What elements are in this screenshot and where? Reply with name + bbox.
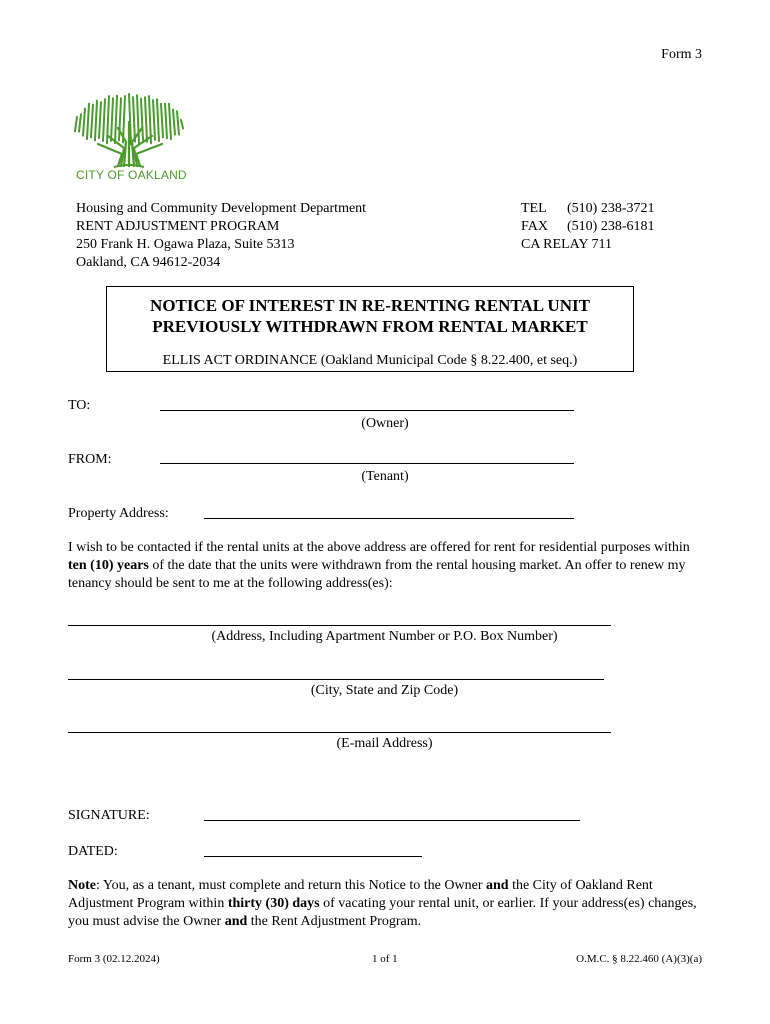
note-label: Note bbox=[68, 878, 96, 893]
signature-input-line[interactable] bbox=[204, 820, 580, 821]
signature-label: SIGNATURE: bbox=[68, 808, 150, 823]
property-address-label: Property Address: bbox=[68, 506, 169, 521]
email-input-line[interactable] bbox=[68, 732, 611, 733]
property-address-input-line[interactable] bbox=[204, 518, 574, 519]
logo-text: CITY OF OAKLAND bbox=[76, 168, 187, 182]
footer-code-reference: O.M.C. § 8.22.460 (A)(3)(a) bbox=[576, 953, 702, 965]
footer-form-date: Form 3 (02.12.2024) bbox=[68, 953, 160, 965]
department-name: Housing and Community Development Department bbox=[76, 201, 367, 216]
paragraph-text-2: of the date that the units were withdrawn from the rental housing market. An offer to renew my tenancy should be sent to me at the following address(es): bbox=[68, 558, 686, 591]
note-text-1: : You, as a tenant, must complete and return this Notice to the Owner bbox=[96, 878, 486, 893]
fax-label: FAX bbox=[521, 219, 548, 234]
owner-caption: (Owner) bbox=[361, 416, 409, 431]
relay-number: CA RELAY 711 bbox=[521, 237, 613, 252]
department-block bbox=[76, 200, 366, 272]
from-label: FROM: bbox=[68, 452, 112, 467]
address-caption: (Address, Including Apartment Number or P.O. Box Number) bbox=[211, 629, 558, 644]
dated-input-line[interactable] bbox=[204, 856, 422, 857]
tel-number: (510) 238-3721 bbox=[567, 201, 655, 216]
contact-block bbox=[521, 200, 655, 254]
note-bold-days: thirty (30) days bbox=[227, 896, 320, 911]
address-input-line[interactable] bbox=[68, 625, 611, 626]
form-number: Form 3 bbox=[661, 47, 702, 62]
note-text-3: of vacating your rental unit, or earlier. If your address(es) changes, you must advise the Owner bbox=[68, 896, 697, 929]
city-state-zip-caption: (City, State and Zip Code) bbox=[310, 683, 459, 698]
paragraph-bold-years: ten (10) years bbox=[68, 558, 149, 573]
city-of-oakland-logo bbox=[74, 92, 190, 184]
owner-input-line[interactable] bbox=[160, 410, 574, 411]
title-line-2: PREVIOUSLY WITHDRAWN FROM RENTAL MARKET bbox=[152, 317, 588, 336]
note-bold-and-2: and bbox=[224, 914, 248, 929]
dated-label: DATED: bbox=[68, 844, 118, 859]
tenant-caption: (Tenant) bbox=[361, 469, 409, 484]
to-label: TO: bbox=[68, 398, 91, 413]
city-state-zip-input-line[interactable] bbox=[68, 679, 604, 680]
city-address: Oakland, CA 94612-2034 bbox=[76, 255, 221, 270]
note-text-2: the City of Oakland Rent Adjustment Program within bbox=[68, 878, 653, 911]
contact-request-paragraph bbox=[68, 539, 708, 593]
program-name: RENT ADJUSTMENT PROGRAM bbox=[76, 219, 280, 234]
note-text-4: the Rent Adjustment Program. bbox=[247, 914, 422, 929]
tenant-input-line[interactable] bbox=[160, 463, 574, 464]
paragraph-text-1: I wish to be contacted if the rental units at the above address are offered for rent for residential purposes within bbox=[68, 540, 690, 555]
oak-tree-icon bbox=[74, 92, 190, 168]
note-paragraph bbox=[68, 877, 708, 931]
street-address: 250 Frank H. Ogawa Plaza, Suite 5313 bbox=[76, 237, 295, 252]
footer-page-number: 1 of 1 bbox=[372, 953, 398, 965]
title-line-1: NOTICE OF INTEREST IN RE-RENTING RENTAL UNIT bbox=[150, 296, 590, 315]
note-bold-and-1: and bbox=[485, 878, 509, 893]
tel-label: TEL bbox=[521, 201, 547, 216]
title-box bbox=[106, 286, 634, 372]
fax-number: (510) 238-6181 bbox=[567, 219, 655, 234]
email-caption: (E-mail Address) bbox=[336, 736, 433, 751]
title-subtitle: ELLIS ACT ORDINANCE (Oakland Municipal Code § 8.22.400, et seq.) bbox=[162, 353, 578, 368]
